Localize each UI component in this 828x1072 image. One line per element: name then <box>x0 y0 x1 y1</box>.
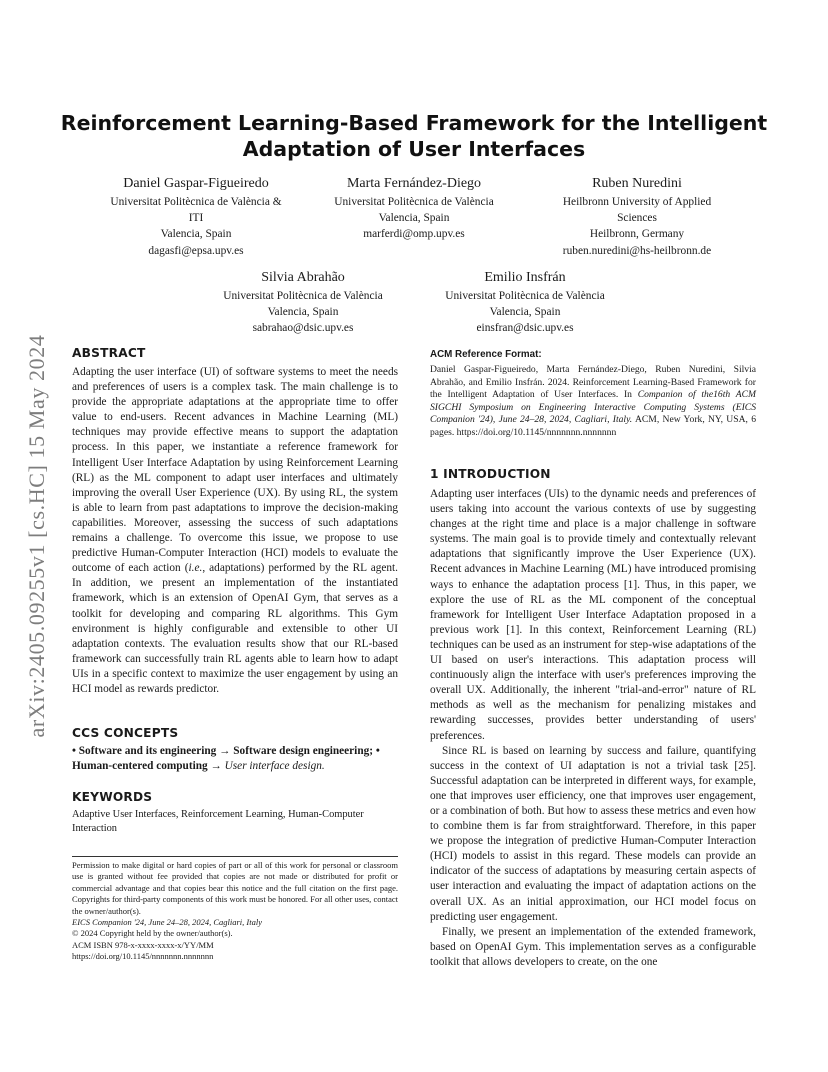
author-affiliation: Universitat Politècnica de València & <box>110 196 282 208</box>
author-email: einsfran@dsic.upv.es <box>476 322 574 335</box>
paper-title <box>60 110 768 162</box>
acm-ref-heading: ACM Reference Format: <box>430 349 542 360</box>
intro-paragraph: Since RL is based on learning by success and failure, quantifying success in the context of UI adaptation is not a trivial task [25]. Successful adaptation can be interpreted in different ways, for example, one that improves user efficiency, one that improves user engagement, or a combination of both. But how to assess these metrics and even how to combine them is far from straightforward. Therefore, in this paper we propose the integration of predictive Human-Computer Interaction (HCI) models to assist in this regard. These models can provide an indicator of the success of adaptations by measuring certain aspects of user interaction and evaluating the impact of adaptation actions on the overall UX. As an initial approximation, our HCI model focus on predicting user engagement. <box>430 744 756 923</box>
arxiv-sidebar <box>24 276 50 796</box>
author-location: Valencia, Spain <box>489 306 561 319</box>
intro-body <box>430 487 756 970</box>
author-affiliation: Universitat Politècnica de València <box>334 196 494 208</box>
intro-paragraph: Finally, we present an implementation of the extended framework, based on OpenAI Gym. This implementation serves as a configurable toolkit that allows developers to create, on the one <box>430 925 756 968</box>
title-line-1: Reinforcement Learning-Based Framework for the Intelligent <box>60 111 768 135</box>
keywords-text: Adaptive User Interfaces, Reinforcement Learning, Human-Computer Interaction <box>72 809 364 834</box>
acm-ref-text: Daniel Gaspar-Figueiredo, Marta Fernández-Diego, Ruben Nuredini, Silvia Abrahão, and Emilio Insfrán. 2024. Reinforcement Learning-Based Framework for the Intelligent Adaptation of User Interfaces. In Companion of the16th ACM SIGCHI Symposium on Engineering Interactive Computing Systems (EICS Companion '24), June 24–28, 2024, Cagliari, Italy. ACM, New York, NY, USA, 6 pages. https://doi.org/10.1145/nnnnnnn.nnnnnnn <box>430 364 756 438</box>
author-location: Valencia, Spain <box>267 306 339 319</box>
author-affiliation: Universitat Politècnica de València <box>223 290 383 302</box>
permission-notice: Permission to make digital or hard copies of part or all of this work for personal or classroom use is granted without fee provided that copies are not made or distributed for profit or commercial advantage and that copies bear this notice and the full citation on the first page. Copyrights for third-party components of this work must be honored. For all other uses, contact the owner/author(s). <box>72 860 398 916</box>
author-block <box>414 268 636 337</box>
author-email: sabrahao@dsic.upv.es <box>252 322 354 335</box>
intro-heading: 1 INTRODUCTION <box>430 467 551 481</box>
ccs-text: • Software and its engineering → Software design engineering; • Human-centered computing → User interface design. <box>72 745 380 773</box>
arxiv-id: arXiv:2405.09255v1 [cs.HC] 15 May 2024 <box>24 334 49 738</box>
author-name: Emilio Insfrán <box>484 270 566 285</box>
author-location: Valencia, Spain <box>160 228 232 241</box>
author-block <box>86 174 306 259</box>
keywords-heading: KEYWORDS <box>72 790 153 804</box>
footnote-divider <box>72 856 398 857</box>
copyright-line: © 2024 Copyright held by the owner/author(s). <box>72 928 233 939</box>
author-location: Valencia, Spain <box>378 212 450 225</box>
author-name: Silvia Abrahão <box>261 270 345 285</box>
author-affiliation: Sciences <box>617 212 657 225</box>
author-name: Daniel Gaspar-Figueiredo <box>123 176 269 191</box>
isbn-line: ACM ISBN 978-x-xxxx-xxxx-x/YY/MM <box>72 939 214 950</box>
author-name: Ruben Nuredini <box>592 176 682 191</box>
permission-footnote <box>72 860 398 963</box>
author-location: Heilbronn, Germany <box>589 228 685 241</box>
ccs-heading: CCS CONCEPTS <box>72 726 179 740</box>
abstract-heading: ABSTRACT <box>72 346 146 360</box>
author-email: marferdi@omp.upv.es <box>363 228 465 241</box>
author-name: Marta Fernández-Diego <box>346 176 482 191</box>
author-affiliation: ITI <box>188 212 204 225</box>
author-affiliation: Universitat Politècnica de València <box>445 290 605 302</box>
author-affiliation: Heilbronn University of Applied <box>562 196 712 208</box>
venue-line: EICS Companion '24, June 24–28, 2024, Cagliari, Italy <box>72 917 262 928</box>
author-block <box>192 268 414 337</box>
abstract-text: Adapting the user interface (UI) of software systems to meet the needs and preferences of users is a complex task. The main challenge is to provide the appropriate adaptations at the appropriate time to offer value to end-users. Recent advances in Machine Learning (ML) techniques may provide effective means to support the adaptation process. In this paper, we instantiate a reference framework for Intelligent User Interface Adaptation by using Reinforcement Learning (RL) as the ML component to adapt user interfaces and ultimately improving the overall User Experience (UX). By using RL, the system is able to learn from past adaptations to improve the decision-making capabilities. Moreover, assessing the success of such adaptations remains a challenge. To overcome this issue, we propose to use predictive Human-Computer Interaction (HCI) models to evaluate the outcome of each action (i.e., adaptations) performed by the RL agent. In addition, we present an implementation of the instantiated framework, which is an extension of OpenAI Gym, that serves as a toolkit for developing and comparing RL algorithms. This Gym environment is highly configurable and extensible to other UI adaptation contexts. The evaluation results show that our RL-based framework can successfully train RL agents able to learn how to adapt UIs in a specific context to maximize the user engagement by using an HCI model as rewards predictor. <box>72 366 398 695</box>
doi-line: https://doi.org/10.1145/nnnnnnn.nnnnnnn <box>72 951 214 962</box>
author-email: dagasfi@epsa.upv.es <box>148 244 244 257</box>
author-block <box>304 174 524 243</box>
author-email: ruben.nuredini@hs-heilbronn.de <box>562 244 712 257</box>
intro-paragraph: Adapting user interfaces (UIs) to the dynamic needs and preferences of users taking into account the various contexts of use by suggesting changes at the right time and place is a major challenge in software systems. The main goal is to provide timely and contextually relevant adaptations that significantly improve the User Experience (UX). Recent advances in Machine Learning (ML) have introduced promising ways to enhance the adaptation process [1]. Thus, in this paper, we explore the use of RL as the ML component of the conceptual framework for Intelligent User Interface Adaptation proposed in a previous work [1]. In this context, Reinforcement Learning (RL) techniques can be used as an instrument for step-wise adaptations of the UI based on user's interactions. This adaptation process will continuously align the interface with user's preferences improving the overall UX. Additionally, the inherent "trial-and-error" nature of RL methods as well as the mechanism for penalizing mistakes and rewarding successes, provides better understanding of users' preferences. <box>430 488 756 742</box>
author-block <box>527 174 747 259</box>
title-line-2: Adaptation of User Interfaces <box>242 137 586 161</box>
